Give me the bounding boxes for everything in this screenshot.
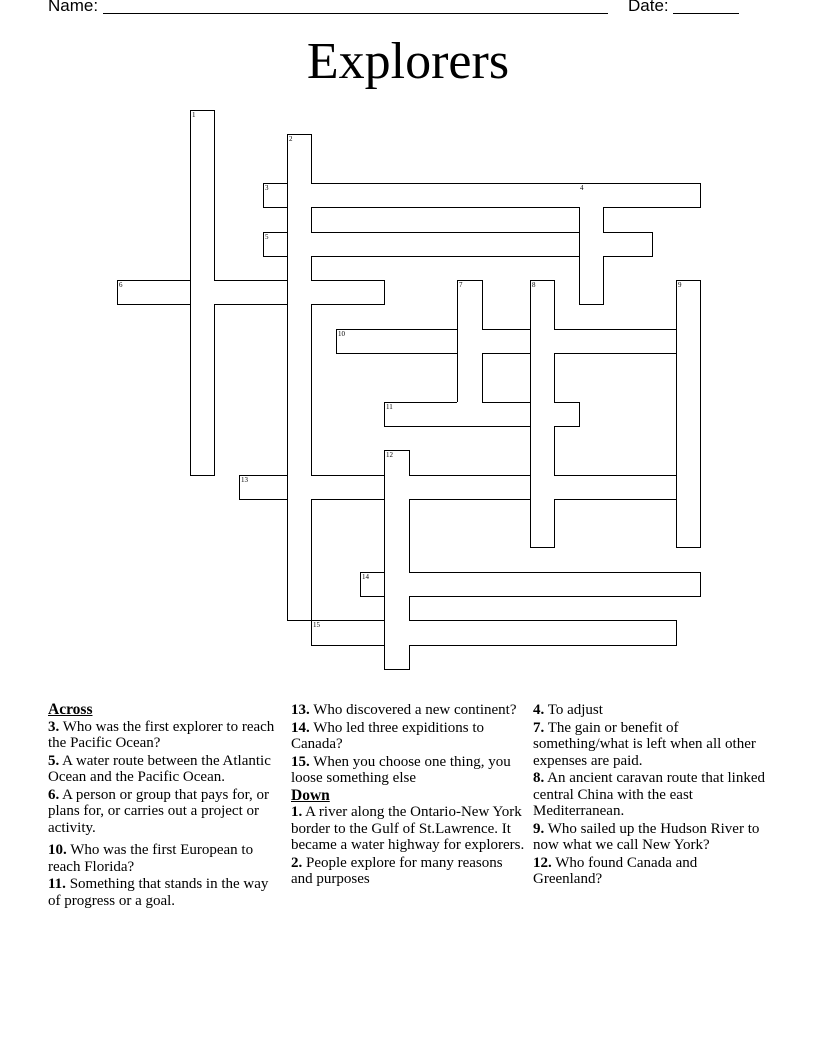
grid-cell[interactable]: [360, 232, 385, 257]
grid-cell[interactable]: [311, 475, 337, 500]
grid-cell[interactable]: [384, 329, 410, 354]
clue-down-2: [291, 855, 527, 888]
grid-cell[interactable]: [190, 207, 215, 233]
grid-cell[interactable]: [384, 645, 410, 670]
grid-cell[interactable]: [627, 232, 653, 257]
grid-cell[interactable]: [141, 280, 167, 305]
grid-cell[interactable]: [603, 183, 628, 208]
grid-cell[interactable]: [457, 329, 483, 354]
clue-number: 7.: [533, 719, 545, 736]
grid-cell[interactable]: [433, 620, 458, 646]
clue-down-8: [533, 770, 769, 820]
grid-cell[interactable]: [603, 620, 628, 646]
grid-cell[interactable]: [676, 426, 701, 451]
grid-cell[interactable]: [554, 572, 580, 597]
clue-text: Who sailed up the Hudson River to now what we call New York?: [533, 820, 760, 853]
grid-cell[interactable]: [530, 523, 555, 548]
clue-across-14: [291, 720, 527, 753]
grid-cell[interactable]: [627, 329, 653, 354]
grid-cell[interactable]: [190, 304, 215, 330]
grid-cell[interactable]: [676, 377, 701, 403]
grid-cell[interactable]: [190, 232, 215, 257]
clue-number: 1.: [291, 804, 303, 820]
grid-cell[interactable]: [336, 329, 361, 354]
grid-cell[interactable]: [457, 377, 483, 403]
grid-cell[interactable]: [579, 183, 604, 208]
grid-cell[interactable]: [676, 329, 701, 354]
grid-cell[interactable]: [190, 450, 215, 476]
clue-number: 11.: [48, 876, 66, 892]
grid-cell[interactable]: [409, 402, 434, 427]
grid-cell[interactable]: [384, 475, 410, 500]
grid-cell[interactable]: [190, 426, 215, 451]
grid-cell[interactable]: [190, 183, 215, 208]
cell-number: 4: [580, 184, 584, 192]
grid-cell[interactable]: [287, 232, 312, 257]
clue-down-4: [533, 702, 769, 719]
grid-cell[interactable]: [530, 475, 555, 500]
grid-cell[interactable]: [190, 110, 215, 135]
grid-cell[interactable]: [409, 572, 434, 597]
grid-cell[interactable]: [384, 402, 410, 427]
grid-cell[interactable]: [482, 232, 507, 257]
grid-cell[interactable]: [384, 547, 410, 573]
grid-cell[interactable]: [190, 159, 215, 184]
grid-cell[interactable]: [676, 475, 701, 500]
cell-number: 3: [265, 184, 269, 192]
name-label: Name:: [48, 0, 99, 15]
grid-cell[interactable]: [166, 280, 191, 305]
clue-number: 15.: [291, 753, 310, 770]
cell-number: 14: [362, 573, 369, 581]
grid-cell[interactable]: [530, 183, 555, 208]
clue-across-11: [48, 876, 284, 909]
grid-cell[interactable]: [603, 329, 628, 354]
clue-number: 3.: [48, 718, 60, 735]
cell-number: 12: [386, 451, 393, 459]
grid-cell[interactable]: [579, 329, 604, 354]
grid-cell[interactable]: [530, 572, 555, 597]
grid-cell[interactable]: [287, 256, 312, 281]
grid-cell[interactable]: [530, 377, 555, 403]
grid-cell[interactable]: [530, 450, 555, 476]
grid-cell[interactable]: [433, 572, 458, 597]
cell-number: 5: [265, 233, 269, 241]
clue-text: Who found Canada and Greenland?: [533, 854, 698, 887]
cell-number: 1: [192, 111, 196, 119]
grid-cell[interactable]: [287, 207, 312, 233]
grid-cell[interactable]: [336, 620, 361, 646]
grid-cell[interactable]: [214, 280, 240, 305]
grid-cell[interactable]: [409, 232, 434, 257]
clue-down-7: [533, 720, 769, 770]
grid-cell[interactable]: [287, 572, 312, 597]
grid-cell[interactable]: [287, 523, 312, 548]
clue-number: 9.: [533, 820, 545, 837]
grid-cell[interactable]: [384, 572, 410, 597]
grid-cell[interactable]: [652, 620, 677, 646]
grid-cell[interactable]: [676, 353, 701, 378]
grid-cell[interactable]: [676, 402, 701, 427]
grid-cell[interactable]: [263, 475, 288, 500]
grid-cell[interactable]: [603, 475, 628, 500]
grid-cell[interactable]: [190, 402, 215, 427]
grid-cell[interactable]: [652, 183, 677, 208]
grid-cell[interactable]: [506, 402, 531, 427]
grid-cell[interactable]: [263, 232, 288, 257]
grid-cell[interactable]: [287, 426, 312, 451]
grid-cell[interactable]: [506, 183, 531, 208]
grid-cell[interactable]: [433, 402, 458, 427]
clue-text: People explore for many reasons and purposes: [291, 854, 503, 887]
grid-cell[interactable]: [433, 183, 458, 208]
grid-cell[interactable]: [384, 499, 410, 524]
grid-cell[interactable]: [311, 183, 337, 208]
grid-cell[interactable]: [676, 499, 701, 524]
grid-cell[interactable]: [287, 402, 312, 427]
grid-cell[interactable]: [457, 353, 483, 378]
grid-cell[interactable]: [190, 280, 215, 305]
clue-text: When you choose one thing, you loose something else: [291, 753, 511, 786]
grid-cell[interactable]: [384, 596, 410, 621]
puzzle-title: Explorers: [306, 33, 510, 90]
grid-cell[interactable]: [433, 475, 458, 500]
clue-across-3: [48, 719, 284, 752]
date-label: Date:: [628, 0, 669, 15]
grid-cell[interactable]: [117, 280, 142, 305]
grid-cell[interactable]: [457, 232, 483, 257]
clue-text: Who was the first European to reach Florida?: [48, 842, 254, 875]
cell-number: 6: [119, 281, 123, 289]
grid-cell[interactable]: [652, 329, 677, 354]
grid-cell[interactable]: [530, 353, 555, 378]
grid-cell[interactable]: [579, 207, 604, 233]
grid-cell[interactable]: [676, 523, 701, 548]
grid-cell[interactable]: [506, 232, 531, 257]
grid-cell[interactable]: [482, 620, 507, 646]
grid-cell[interactable]: [676, 280, 701, 305]
clue-down-1: [291, 804, 527, 854]
grid-cell[interactable]: [554, 232, 580, 257]
grid-cell[interactable]: [336, 280, 361, 305]
clue-text: Who led three expiditions to Canada?: [291, 719, 485, 752]
across-heading: Across: [48, 701, 93, 718]
grid-cell[interactable]: [530, 329, 555, 354]
clue-text: A river along the Ontario-New York border to the Gulf of St.Lawrence. It became a water highway for explorers.: [291, 804, 525, 853]
grid-cell[interactable]: [190, 134, 215, 160]
clue-text: A water route between the Atlantic Ocean and the Pacific Ocean.: [48, 752, 271, 785]
grid-cell[interactable]: [311, 232, 337, 257]
grid-cell[interactable]: [287, 280, 312, 305]
grid-cell[interactable]: [506, 620, 531, 646]
grid-cell[interactable]: [482, 402, 507, 427]
grid-cell[interactable]: [652, 475, 677, 500]
grid-cell[interactable]: [336, 183, 361, 208]
clue-text: Who discovered a new continent?: [309, 702, 517, 718]
grid-cell[interactable]: [384, 523, 410, 548]
grid-cell[interactable]: [287, 353, 312, 378]
grid-cell[interactable]: [627, 572, 653, 597]
grid-cell[interactable]: [482, 329, 507, 354]
clue-number: 6.: [48, 786, 60, 803]
grid-cell[interactable]: [457, 572, 483, 597]
grid-cell[interactable]: [530, 280, 555, 305]
clue-number: 2.: [291, 854, 303, 871]
grid-cell[interactable]: [530, 232, 555, 257]
cell-number: 7: [459, 281, 463, 289]
clue-across-13: [291, 702, 527, 719]
down-heading: Down: [291, 786, 330, 804]
cell-number: 9: [678, 281, 682, 289]
cell-number: 2: [289, 135, 293, 143]
clue-across-6: [48, 787, 284, 837]
grid-cell[interactable]: [530, 304, 555, 330]
cell-number: 13: [241, 476, 248, 484]
grid-cell[interactable]: [554, 475, 580, 500]
grid-cell[interactable]: [190, 256, 215, 281]
grid-cell[interactable]: [627, 183, 653, 208]
cell-number: 8: [532, 281, 536, 289]
clue-across-10: [48, 842, 284, 875]
grid-cell[interactable]: [190, 353, 215, 378]
grid-cell[interactable]: [239, 280, 264, 305]
grid-cell[interactable]: [579, 280, 604, 305]
clue-text: The gain or benefit of something/what is left when all other expenses are paid.: [533, 719, 756, 769]
grid-cell[interactable]: [287, 547, 312, 573]
grid-cell[interactable]: [457, 620, 483, 646]
clue-number: 8.: [533, 770, 545, 786]
clues-column-3: [533, 702, 769, 889]
grid-cell[interactable]: [311, 620, 337, 646]
grid-cell[interactable]: [457, 280, 483, 305]
cell-number: 10: [338, 330, 345, 338]
clues-column-1: [48, 702, 284, 910]
grid-cell[interactable]: [263, 183, 288, 208]
grid-cell[interactable]: [287, 377, 312, 403]
clue-down-12: [533, 855, 769, 888]
grid-cell[interactable]: [530, 402, 555, 427]
grid-cell[interactable]: [627, 620, 653, 646]
grid-cell[interactable]: [409, 620, 434, 646]
grid-cell[interactable]: [530, 620, 555, 646]
grid-cell[interactable]: [676, 572, 701, 597]
grid-cell[interactable]: [336, 232, 361, 257]
clue-number: 5.: [48, 752, 60, 769]
grid-cell[interactable]: [579, 232, 604, 257]
grid-cell[interactable]: [287, 499, 312, 524]
clue-text: An ancient caravan route that linked central China with the east Mediterranean.: [533, 770, 765, 819]
grid-cell[interactable]: [457, 304, 483, 330]
clue-text: Who was the first explorer to reach the Pacific Ocean?: [48, 718, 275, 751]
grid-cell[interactable]: [384, 183, 410, 208]
grid-cell[interactable]: [433, 329, 458, 354]
grid-cell[interactable]: [384, 620, 410, 646]
clue-across-15: [291, 754, 527, 787]
grid-cell[interactable]: [530, 426, 555, 451]
grid-cell[interactable]: [409, 183, 434, 208]
grid-cell[interactable]: [676, 183, 701, 208]
grid-cell[interactable]: [287, 475, 312, 500]
grid-cell[interactable]: [409, 329, 434, 354]
grid-cell[interactable]: [457, 402, 483, 427]
grid-cell[interactable]: [263, 280, 288, 305]
grid-cell[interactable]: [409, 475, 434, 500]
grid-cell[interactable]: [603, 232, 628, 257]
clues-column-2: [291, 702, 527, 889]
grid-cell[interactable]: [311, 280, 337, 305]
grid-cell[interactable]: [676, 304, 701, 330]
grid-cell[interactable]: [627, 475, 653, 500]
grid-cell[interactable]: [384, 232, 410, 257]
clue-number: 14.: [291, 719, 310, 736]
grid-cell[interactable]: [360, 620, 385, 646]
grid-cell[interactable]: [530, 499, 555, 524]
grid-cell[interactable]: [554, 183, 580, 208]
grid-cell[interactable]: [360, 329, 385, 354]
clue-text: A person or group that pays for, or plans for, or carries out a project or activity.: [48, 786, 270, 836]
grid-cell[interactable]: [579, 256, 604, 281]
grid-cell[interactable]: [676, 450, 701, 476]
grid-cell[interactable]: [287, 329, 312, 354]
clue-number: 13.: [291, 702, 310, 718]
clue-across-5: [48, 753, 284, 786]
grid-cell[interactable]: [360, 475, 385, 500]
grid-cell[interactable]: [506, 475, 531, 500]
grid-cell[interactable]: [360, 183, 385, 208]
clue-number: 4.: [533, 702, 545, 718]
grid-cell[interactable]: [457, 183, 483, 208]
grid-cell[interactable]: [360, 572, 385, 597]
grid-cell[interactable]: [506, 329, 531, 354]
grid-cell[interactable]: [287, 159, 312, 184]
grid-cell[interactable]: [482, 183, 507, 208]
clue-number: 12.: [533, 854, 552, 871]
grid-cell[interactable]: [190, 329, 215, 354]
grid-cell[interactable]: [384, 450, 410, 476]
grid-cell[interactable]: [360, 280, 385, 305]
grid-cell[interactable]: [287, 450, 312, 476]
grid-cell[interactable]: [579, 572, 604, 597]
grid-cell[interactable]: [506, 572, 531, 597]
grid-cell[interactable]: [482, 572, 507, 597]
grid-cell[interactable]: [457, 475, 483, 500]
grid-cell[interactable]: [579, 620, 604, 646]
grid-cell[interactable]: [554, 402, 580, 427]
cell-number: 11: [386, 403, 393, 411]
grid-cell[interactable]: [239, 475, 264, 500]
grid-cell[interactable]: [287, 304, 312, 330]
grid-cell[interactable]: [336, 475, 361, 500]
grid-cell[interactable]: [579, 475, 604, 500]
grid-cell[interactable]: [287, 183, 312, 208]
grid-cell[interactable]: [433, 232, 458, 257]
clue-number: 10.: [48, 842, 67, 858]
grid-cell[interactable]: [190, 377, 215, 403]
grid-cell[interactable]: [287, 596, 312, 621]
grid-cell[interactable]: [482, 475, 507, 500]
cell-number: 15: [313, 621, 320, 629]
grid-cell[interactable]: [652, 572, 677, 597]
grid-cell[interactable]: [287, 134, 312, 160]
grid-cell[interactable]: [554, 329, 580, 354]
grid-cell[interactable]: [603, 572, 628, 597]
clue-text: Something that stands in the way of progress or a goal.: [48, 876, 269, 909]
clue-down-9: [533, 821, 769, 854]
grid-cell[interactable]: [554, 620, 580, 646]
clue-text: To adjust: [544, 702, 603, 718]
